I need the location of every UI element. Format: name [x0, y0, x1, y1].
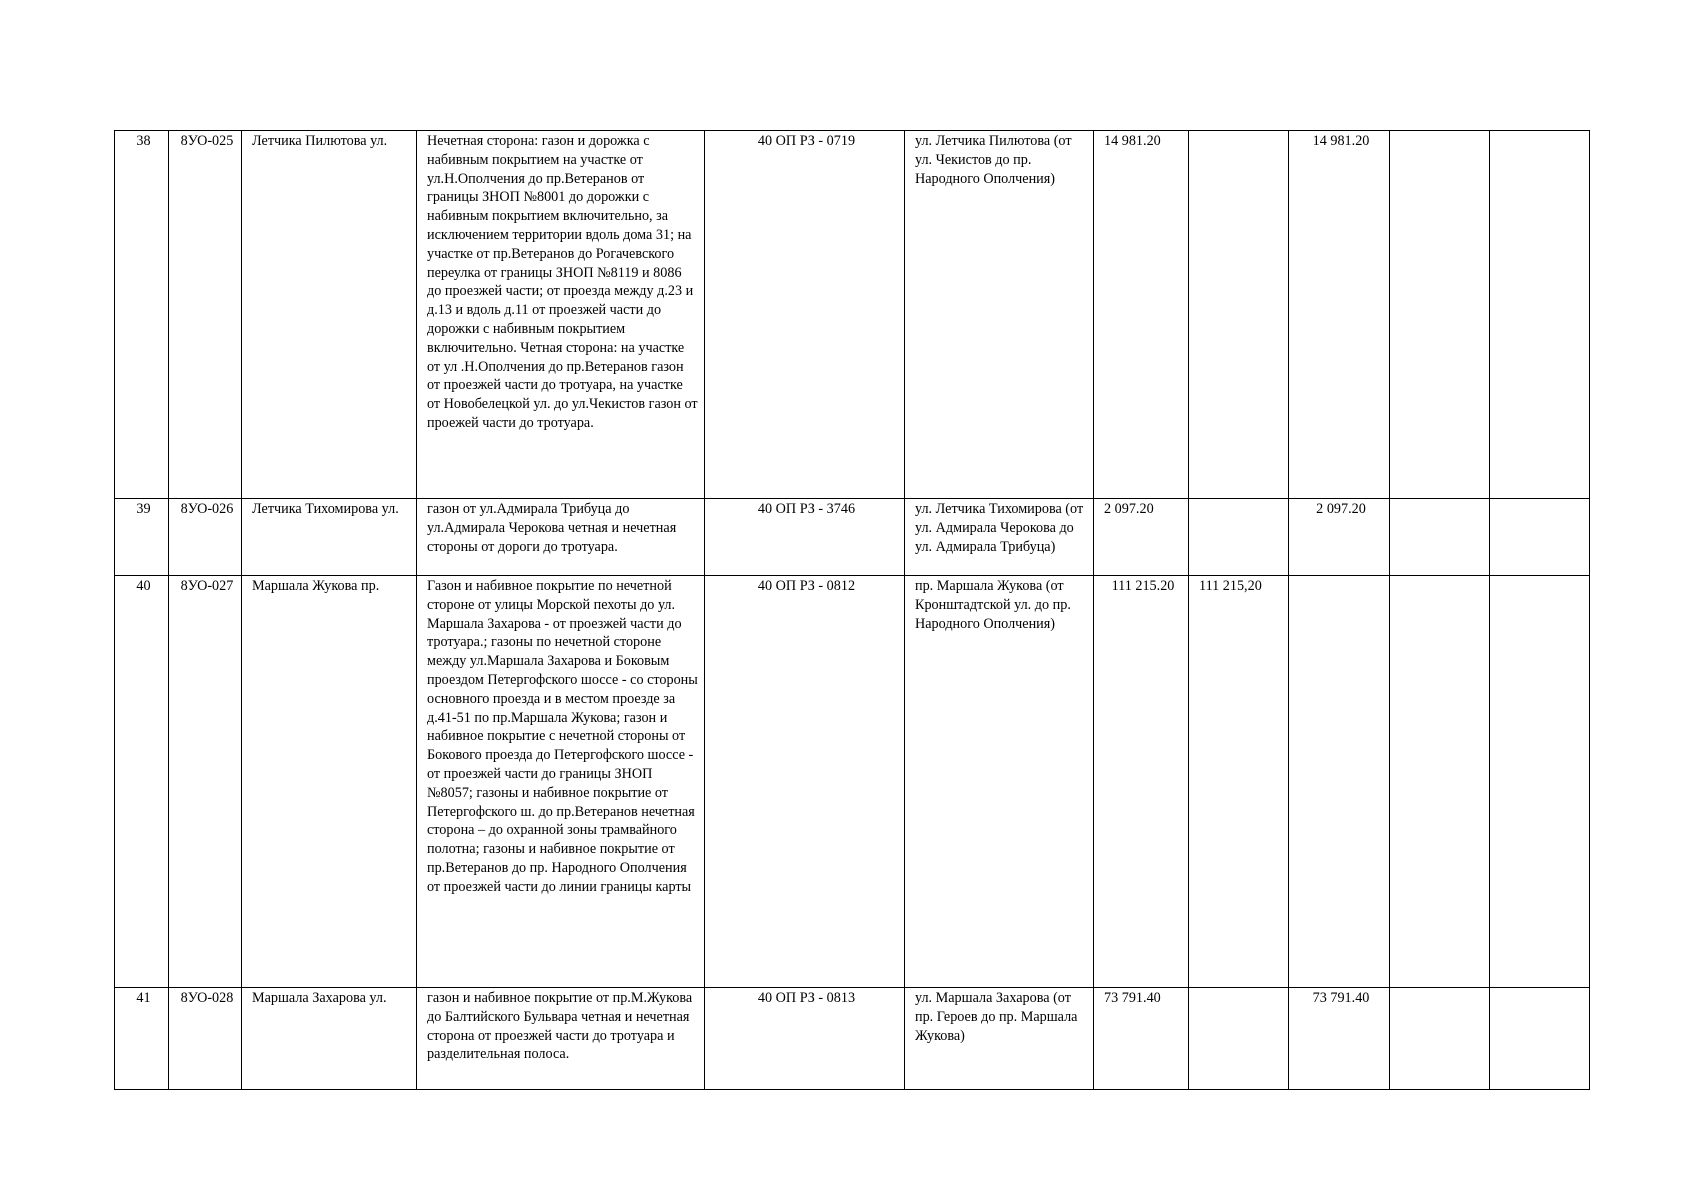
object-code: 8УО-025 — [169, 131, 242, 499]
road-name: ул. Маршала Захарова (от пр. Героев до пр. Маршала Жукова) — [905, 988, 1094, 1090]
extra-cell — [1490, 576, 1590, 988]
area-description: газон от ул.Адмирала Трибуца до ул.Адмирала Черокова четная и нечетная стороны от дороги до тротуара. — [417, 499, 705, 576]
area-b: 2 097.20 — [1289, 499, 1390, 576]
object-code: 8УО-027 — [169, 576, 242, 988]
extra-cell — [1490, 131, 1590, 499]
road-reg-number: 40 ОП РЗ - 3746 — [705, 499, 905, 576]
street-name: Маршала Жукова пр. — [242, 576, 417, 988]
object-code: 8УО-026 — [169, 499, 242, 576]
area-a: 111 215,20 — [1189, 576, 1289, 988]
area-a — [1189, 499, 1289, 576]
area-description: газон и набивное покрытие от пр.М.Жукова до Балтийского Бульвара четная и нечетная сторона от проезжей части до тротуара и разделительная полоса. — [417, 988, 705, 1090]
table-row — [115, 576, 1590, 988]
area-b: 14 981.20 — [1289, 131, 1390, 499]
table-row — [115, 499, 1590, 576]
extra-cell — [1390, 576, 1490, 988]
row-number: 38 — [115, 131, 169, 499]
road-reg-number: 40 ОП РЗ - 0719 — [705, 131, 905, 499]
area-total: 2 097.20 — [1094, 499, 1189, 576]
area-total: 14 981.20 — [1094, 131, 1189, 499]
area-a — [1189, 988, 1289, 1090]
extra-cell — [1390, 988, 1490, 1090]
road-reg-number: 40 ОП РЗ - 0812 — [705, 576, 905, 988]
row-number: 40 — [115, 576, 169, 988]
extra-cell — [1390, 499, 1490, 576]
area-description: Газон и набивное покрытие по нечетной стороне от улицы Морской пехоты до ул. Маршала Захарова - от проезжей части до тротуара.; газоны по нечетной стороне между ул.Маршала Захарова и Боковым проездом Петергофского шоссе - со стороны основного проезда и в местом проезде за д.41-51 по пр.Маршала Жукова; газон и набивное покрытие с нечетной стороны от Бокового проезда до Петергофского шоссе - от проезжей части до границы ЗНОП №8057; газоны и набивное покрытие от Петергофского ш. до пр.Ветеранов нечетная сторона – до охранной зоны трамвайного полотна; газоны и набивное покрытие от пр.Ветеранов до пр. Народного Ополчения от проезжей части до линии границы карты — [417, 576, 705, 988]
road-name: пр. Маршала Жукова (от Кронштадтской ул. до пр. Народного Ополчения) — [905, 576, 1094, 988]
row-number: 41 — [115, 988, 169, 1090]
extra-cell — [1490, 988, 1590, 1090]
area-description: Нечетная сторона: газон и дорожка с набивным покрытием на участке от ул.Н.Ополчения до пр.Ветеранов от границы ЗНОП №8001 до дорожки с набивным покрытием включительно, за исключением территории вдоль дома 31; на участке от пр.Ветеранов до Рогачевского переулка от границы ЗНОП №8119 и 8086 до проезжей части; от проезда между д.23 и д.13 и вдоль д.11 от проезжей части до дорожки с набивным покрытием включительно. Четная сторона: на участке от ул .Н.Ополчения до пр.Ветеранов газон от проезжей части до тротуара, на участке от Новобелецкой ул. до ул.Чекистов газон от проежей части до тротуара. — [417, 131, 705, 499]
street-name: Летчика Тихомирова ул. — [242, 499, 417, 576]
extra-cell — [1390, 131, 1490, 499]
road-name: ул. Летчика Тихомирова (от ул. Адмирала Черокова до ул. Адмирала Трибуца) — [905, 499, 1094, 576]
area-total: 73 791.40 — [1094, 988, 1189, 1090]
table-row — [115, 131, 1590, 499]
area-b — [1289, 576, 1390, 988]
table-row — [115, 988, 1590, 1090]
street-name: Летчика Пилютова ул. — [242, 131, 417, 499]
extra-cell — [1490, 499, 1590, 576]
area-total: 111 215.20 — [1094, 576, 1189, 988]
row-number: 39 — [115, 499, 169, 576]
records-table — [114, 130, 1590, 1090]
area-b: 73 791.40 — [1289, 988, 1390, 1090]
road-name: ул. Летчика Пилютова (от ул. Чекистов до пр. Народного Ополчения) — [905, 131, 1094, 499]
object-code: 8УО-028 — [169, 988, 242, 1090]
street-name: Маршала Захарова ул. — [242, 988, 417, 1090]
road-reg-number: 40 ОП РЗ - 0813 — [705, 988, 905, 1090]
area-a — [1189, 131, 1289, 499]
